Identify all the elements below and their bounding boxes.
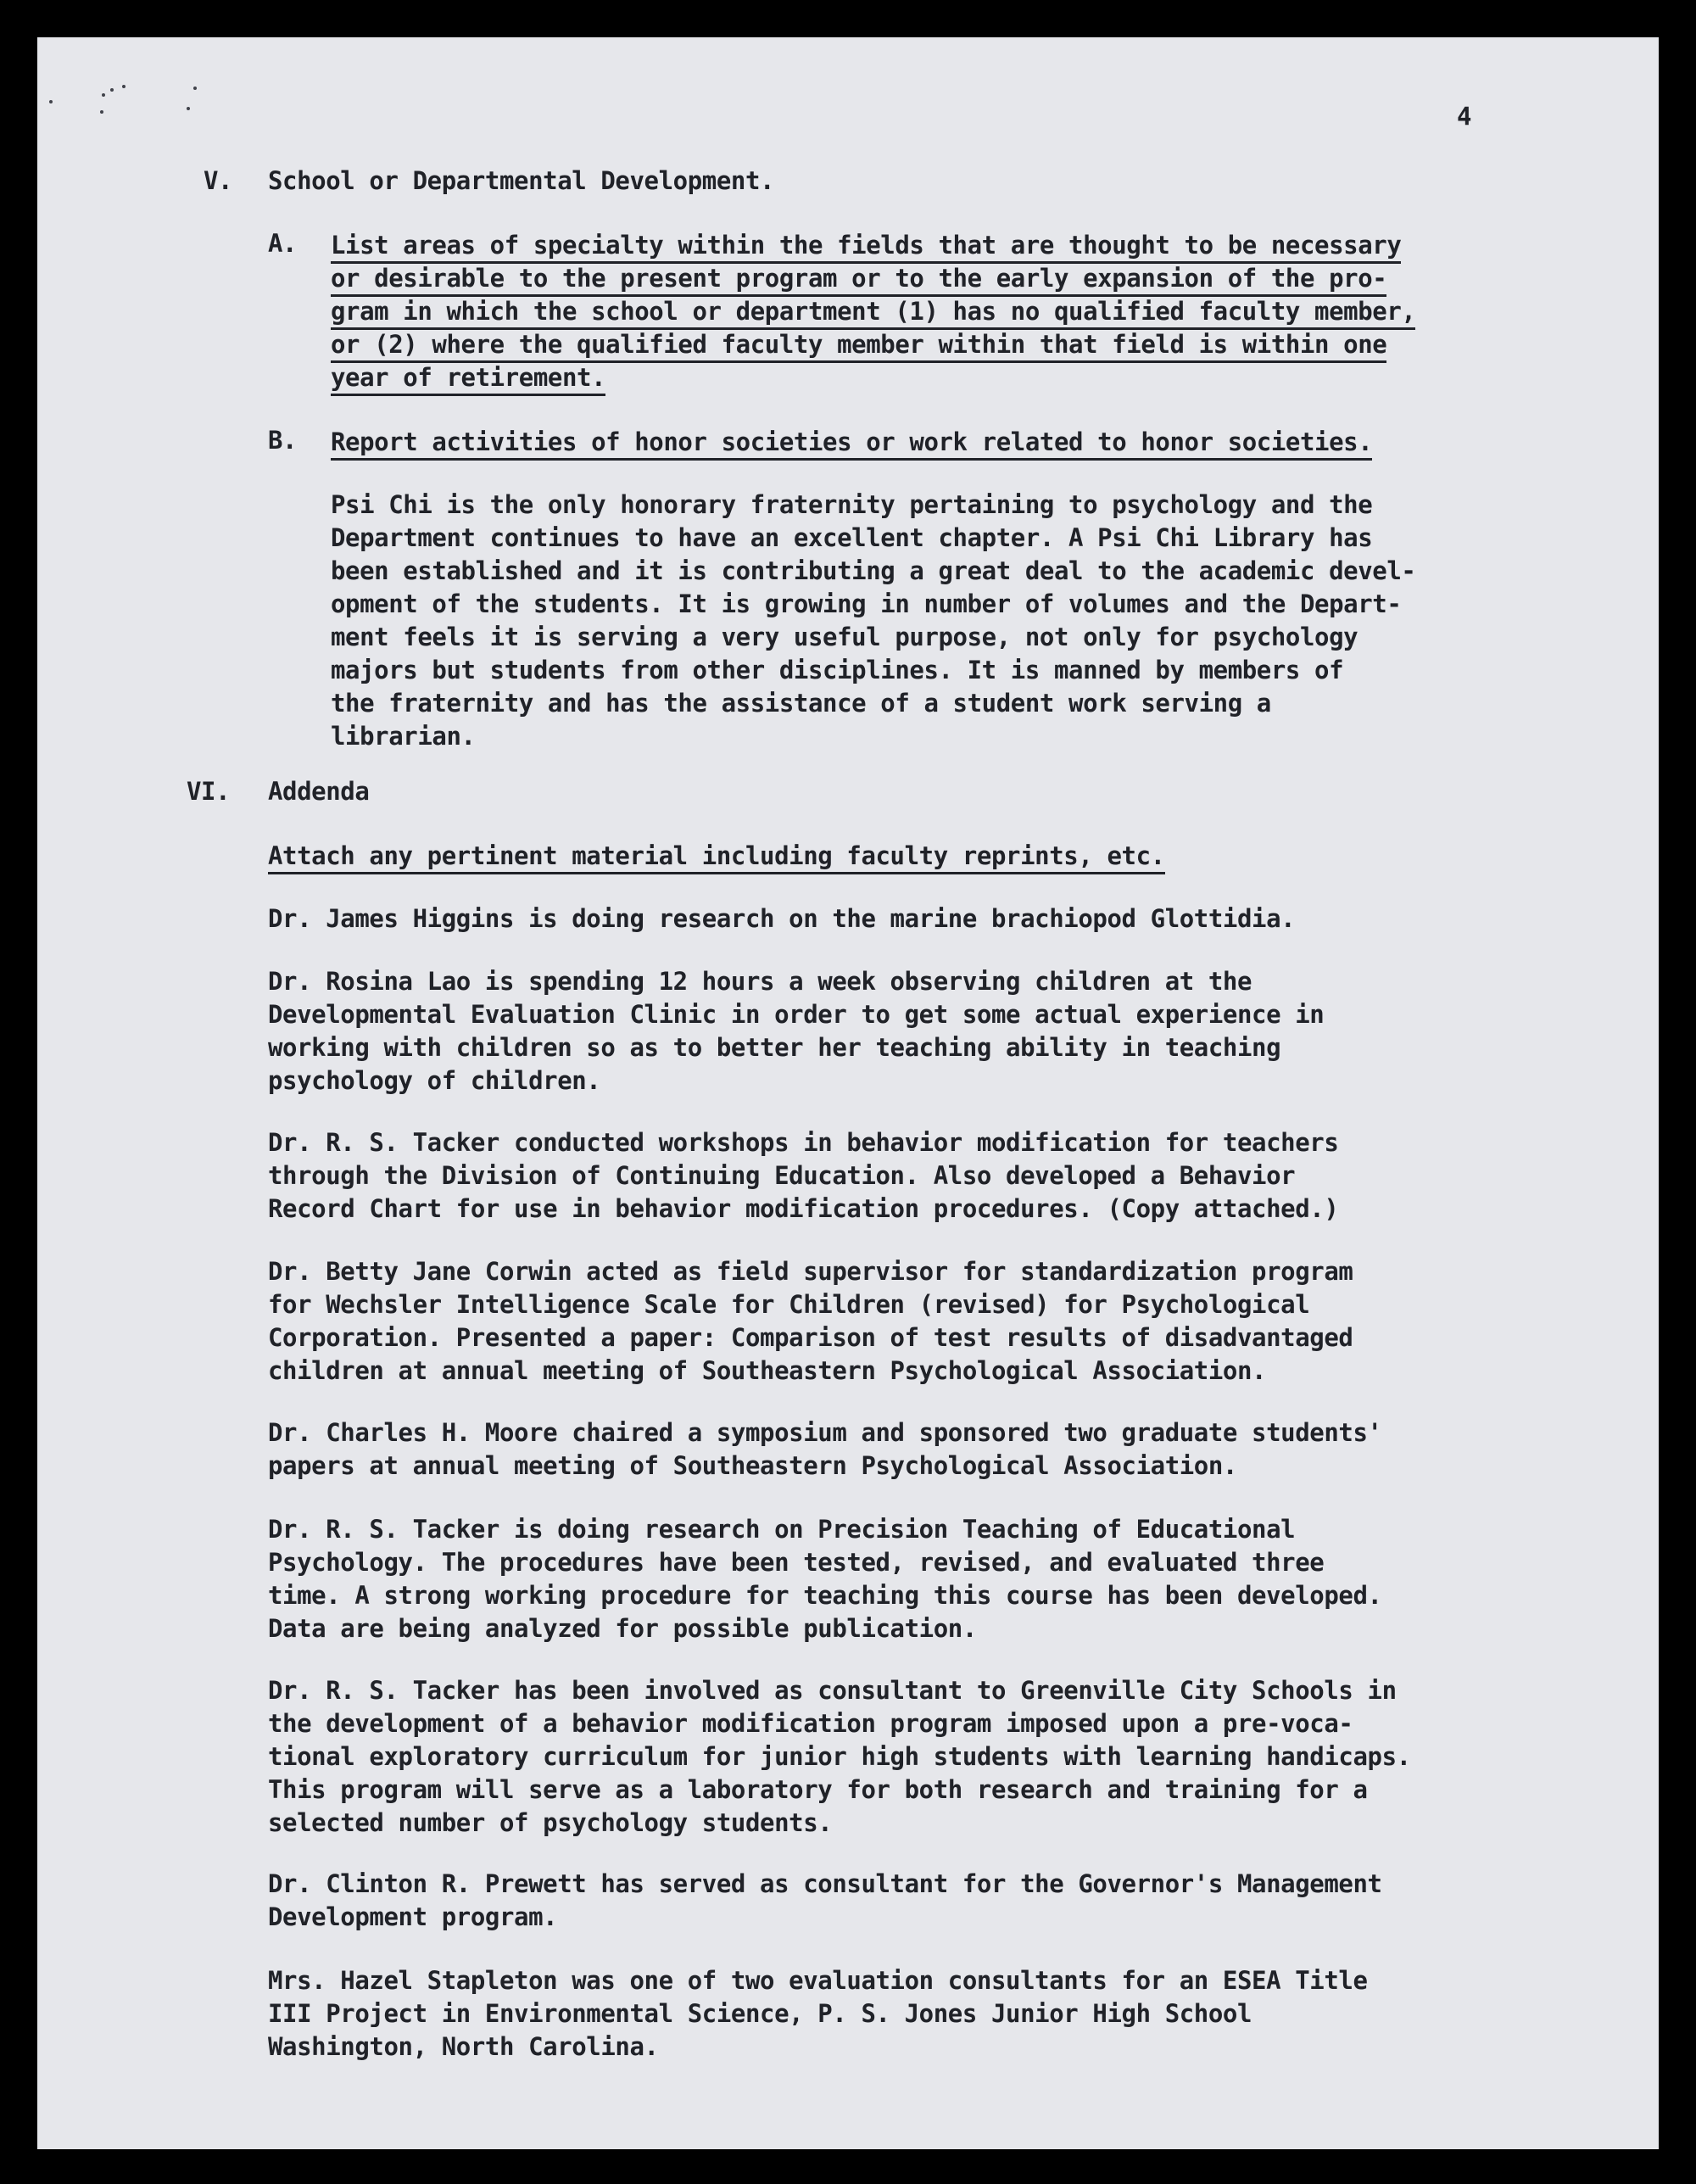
item-b-heading-text: Report activities of honor societies or work related to honor societies. [331,427,1372,461]
item-b-heading [331,426,1372,459]
scan-speck [49,100,53,103]
paragraph-line: Dr. R. S. Tacker is doing research on Precision Teaching of Educational [268,1515,1296,1544]
paragraph-line: children at annual meeting of Southeastern Psychological Association. [268,1356,1267,1385]
paragraph-line: Dr. James Higgins is doing research on the marine brachiopod Glottidia. [268,904,1296,933]
paragraph-line: Record Chart for use in behavior modification procedures. (Copy attached.) [268,1194,1339,1223]
paragraph-line: Dr. Rosina Lao is spending 12 hours a week observing children at the [268,967,1252,996]
item-a-line: List areas of specialty within the fields that are thought to be necessary [331,231,1401,264]
paragraph-line: Development program. [268,1902,558,1931]
scan-speck [110,88,114,92]
item-b-body-line: Department continues to have an excellent chapter. A Psi Chi Library has [331,523,1373,552]
addenda-paragraph [268,965,1324,1098]
addenda-paragraph [268,902,1295,936]
item-a-letter: A. [268,229,298,258]
addenda-paragraph [268,1674,1411,1840]
scan-speck [193,87,197,90]
document-page [37,37,1659,2149]
addenda-paragraph [268,1964,1368,2064]
addenda-paragraph [268,1868,1382,1934]
paragraph-line: through the Division of Continuing Education. Also developed a Behavior [268,1161,1296,1190]
addenda-paragraph [268,1513,1382,1645]
addenda-paragraph [268,1255,1353,1388]
item-b-body-line: librarian. [331,722,476,751]
item-b-letter: B. [268,426,298,455]
paragraph-line: psychology of children. [268,1066,601,1095]
item-b-body-line: Psi Chi is the only honorary fraternity pertaining to psychology and the [331,490,1373,519]
addenda-paragraph [268,1416,1382,1483]
item-b-body-line: majors but students from other disciplines. It is manned by members of [331,656,1344,684]
paragraph-line: selected number of psychology students. [268,1808,833,1837]
paragraph-line: working with children so as to better her teaching ability in teaching [268,1033,1281,1062]
item-b-body [331,489,1415,753]
paragraph-line: This program will serve as a laboratory for both research and training for a [268,1775,1368,1804]
item-a-line: gram in which the school or department (1) has no qualified faculty member, [331,297,1415,330]
paragraph-line: Mrs. Hazel Stapleton was one of two evaluation consultants for an ESEA Title [268,1966,1368,1995]
paragraph-line: Dr. Betty Jane Corwin acted as field supervisor for standardization program [268,1257,1353,1286]
section-v-numeral: V. [204,166,233,195]
scan-speck [102,93,105,97]
item-b-body-line: the fraternity and has the assistance of a student work serving a [331,689,1271,718]
item-b-body-line: opment of the students. It is growing in number of volumes and the Depart- [331,589,1402,618]
scan-speck [187,107,190,110]
paragraph-line: papers at annual meeting of Southeastern Psychological Association. [268,1451,1237,1480]
paragraph-line: Dr. R. S. Tacker has been involved as consultant to Greenville City Schools in [268,1676,1397,1705]
scan-speck [100,110,103,114]
paragraph-line: the development of a behavior modification program imposed upon a pre-voca- [268,1709,1353,1738]
paragraph-line: Data are being analyzed for possible publication. [268,1614,977,1643]
paragraph-line: tional exploratory curriculum for junior high students with learning handicaps. [268,1742,1411,1771]
item-a-text [331,229,1415,394]
section-v-heading: School or Departmental Development. [268,166,775,195]
addenda-instruction [268,840,1165,873]
page-number: 4 [1457,102,1472,131]
item-b-body-line: been established and it is contributing a great deal to the academic devel- [331,556,1416,585]
item-a-line: or desirable to the present program or to the early expansion of the pro- [331,264,1386,297]
paragraph-line: III Project in Environmental Science, P. S. Jones Junior High School [268,1999,1252,2028]
paragraph-line: Dr. Charles H. Moore chaired a symposium and sponsored two graduate students' [268,1418,1382,1447]
item-a-line: or (2) where the qualified faculty member within that field is within one [331,330,1386,363]
section-vi-numeral: VI. [187,777,231,806]
paragraph-line: Corporation. Presented a paper: Comparison of test results of disadvantaged [268,1323,1353,1352]
item-b-body-line: ment feels it is serving a very useful purpose, not only for psychology [331,623,1358,651]
paragraph-line: Dr. Clinton R. Prewett has served as consultant for the Governor's Management [268,1869,1382,1898]
scan-speck [122,85,126,88]
paragraph-line: Developmental Evaluation Clinic in order to get some actual experience in [268,1000,1325,1029]
addenda-paragraph [268,1126,1338,1226]
paragraph-line: Washington, North Carolina. [268,2032,659,2061]
paragraph-line: time. A strong working procedure for teaching this course has been developed. [268,1581,1382,1610]
paragraph-line: Dr. R. S. Tacker conducted workshops in behavior modification for teachers [268,1128,1339,1157]
item-a-line: year of retirement. [331,363,605,396]
paragraph-line: Psychology. The procedures have been tested, revised, and evaluated three [268,1548,1325,1577]
addenda-instruction-text: Attach any pertinent material including faculty reprints, etc. [268,841,1165,874]
paragraph-line: for Wechsler Intelligence Scale for Children (revised) for Psychological [268,1290,1310,1319]
section-vi-heading: Addenda [268,777,370,806]
